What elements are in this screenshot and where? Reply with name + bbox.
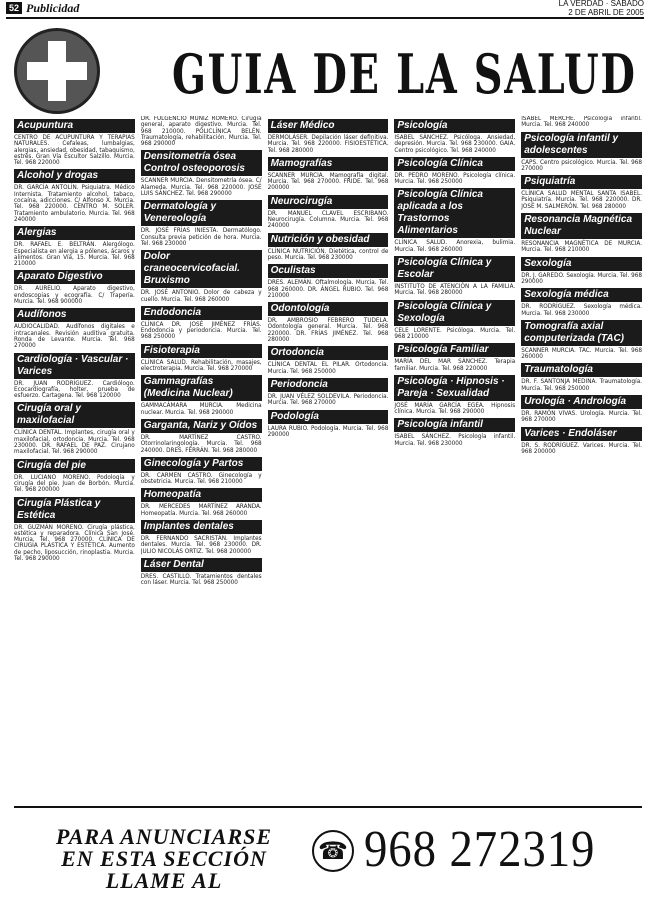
- listing-text: CLÍNICA DENTAL EL PILAR. Ortodoncia. Murcia. Tel. 968 250000: [267, 362, 389, 375]
- listing-text: SCANNER MURCIA. Densitometría ósea. C/ Alameda. Murcia. Tel. 968 220000. JOSÉ LUIS SÁNCHEZ. Tel. 968 290000: [140, 178, 262, 198]
- section-header: Alergias: [14, 226, 135, 240]
- listing-text: GAMMACÁMARA MURCIA. Medicina nuclear. Murcia. Tel. 968 290000: [140, 403, 262, 416]
- section-header: Resonancia Magnética Nuclear: [521, 213, 642, 239]
- newspaper-name: LA VERDAD · SÁBADO: [558, 0, 644, 8]
- section-header: Tomografía axial computerizada (TAC): [521, 320, 642, 346]
- section-header: Cardiología · Vascular · Varices: [14, 353, 135, 379]
- section-header: Psicología · Hipnosis · Pareja · Sexualidad: [394, 375, 515, 401]
- listing-text: DR. GARCÍA ANTOLÍN. Psiquiatra. Médico Internista. Tratamiento alcohol, tabaco, cocaína, adicciones. C/ Alfonso X. Murcia. Tel. 968 220000. CENTRO M. SOLER. Tratamiento ambulatorio. Murcia. Tel. 968 240000: [14, 185, 135, 223]
- column-3: [268, 116, 389, 804]
- listing-text: ISABEL SÁNCHEZ. Psicología infantil. Murcia. Tel. 968 230000: [394, 434, 516, 447]
- section-header: Oculistas: [268, 264, 389, 278]
- page-header: [0, 0, 650, 16]
- listing-text: SCANNER MURCIA. Mamografía digital. Murcia. Tel. 968 270000. FRIDE. Tel. 968 200000: [267, 172, 389, 192]
- listing-text: SCANNER MURCIA. TAC. Murcia. Tel. 968 260000: [521, 347, 642, 361]
- section-header: Cirugía del pie: [14, 459, 135, 473]
- section-header: Endodoncia: [141, 306, 262, 320]
- listing-text: INSTITUTO DE ATENCIÓN A LA FAMILIA. Murcia. Tel. 968 280000: [394, 284, 516, 297]
- section-header: Cirugía Plástica y Estética: [14, 497, 135, 523]
- section-header: Densitometría ósea Control osteoporosis: [141, 150, 262, 176]
- listing-text: CLÍNICA NUTRICIÓN. Dietética, control de peso. Murcia. Tel. 968 230000: [267, 248, 389, 261]
- section-header: Audífonos: [14, 308, 135, 322]
- listing-text: DR. AMBROSIO FEBRERO TUDELA. Odontología general. Murcia. Tel. 968 220000. DR. FRÍAS JIMÉNEZ. Tel. 968 280000: [267, 318, 389, 344]
- listing-text: DR. RODRÍGUEZ. Sexología médica. Murcia. Tel. 968 230000: [521, 304, 642, 317]
- section-header: Urología · Andrología: [521, 395, 642, 409]
- listing-text: DR. MARTÍNEZ CASTRO. Otorrinolaringología. Murcia. Tel. 968 240000. DRES. FERRÁN. Tel. 968 280000: [140, 434, 262, 454]
- section-name: Publicidad: [26, 0, 80, 15]
- section-header: Psicología infantil: [394, 418, 515, 432]
- section-header: Dermatología y Venereología: [141, 200, 262, 226]
- listing-text: CLÍNICA SALUD. Rehabilitación, masajes, electroterapia. Murcia. Tel. 968 270000: [140, 359, 262, 373]
- section-header: Fisioterapia: [141, 344, 262, 358]
- listing-text: DRES. CASTILLO. Tratamientos dentales con láser. Murcia. Tel. 968 250000: [140, 573, 262, 587]
- listing-text: RESONANCIA MAGNÉTICA DE MURCIA. Murcia. Tel. 968 210000: [521, 241, 642, 254]
- listing-text: DR. AURELIO. Aparato digestivo, endoscopias y ecografía. C/ Trapería. Murcia. Tel. 968 900000: [14, 286, 135, 306]
- section-header: Implantes dentales: [141, 520, 262, 534]
- section-header: Psicología Familiar: [394, 343, 515, 357]
- column-5: [521, 116, 642, 804]
- section-header: Psicología: [394, 119, 515, 133]
- section-header: Nutrición y obesidad: [268, 233, 389, 247]
- listing-text: DR. MANUEL CLAVEL ESCRIBANO. Neurocirugía. Columna. Murcia. Tel. 968 240000: [267, 210, 389, 230]
- medical-cross-icon: [14, 28, 100, 114]
- section-header: Garganta, Nariz y Oídos: [141, 419, 262, 433]
- listing-text: CAPS. Centro psicológico. Murcia. Tel. 968 270000: [521, 159, 642, 172]
- listing-text: DR. FERNANDO SACRISTÁN. Implantes dentales. Murcia. Tel. 968 230000. DR. JULIO NICOLÁS ORTIZ. Tel. 968 200000: [140, 536, 262, 555]
- section-header: Psicología Clínica y Sexología: [394, 300, 515, 326]
- header-rule: [6, 17, 644, 19]
- issue-date: 2 DE ABRIL DE 2005: [568, 8, 644, 17]
- masthead-title: GUIA DE LA SALUD: [172, 42, 637, 106]
- ad-text: PARA ANUNCIARSE EN ESTA SECCIÓN LLAME AL: [55, 824, 273, 893]
- listing-text: DERMOLÁSER. Depilación láser definitiva. Murcia. Tel. 968 220000. FISIOESTÉTICA. Tel. 968 280000: [267, 135, 389, 154]
- listing-text: CLÍNICA SALUD MENTAL SANTA ISABEL. Psiquiatría. Murcia. Tel. 968 220000. DR. JOSÉ M. SALMERÓN. Tel. 968 280000: [521, 191, 642, 210]
- listing-text: ISABEL SÁNCHEZ. Psicóloga. Ansiedad, depresión. Murcia. Tel. 968 230000. GAIA. Centro psicológico. Tel. 968 240000: [394, 135, 516, 154]
- section-header: Psicología Clínica aplicada a los Trastornos Alimentarios: [394, 188, 515, 238]
- listing-text: DR. GUZMÁN MORENO. Cirugía plástica, estética y reparadora. Clínica San José. Murcia. Tel. 968 270000. CLÍNICA DE CIRUGÍA PLÁSTICA Y ESTÉTICA. Aumento de pecho, liposucción, rinoplastia. Murcia. Tel. 968 290000: [14, 524, 135, 562]
- section-header: Ortodoncia: [268, 346, 389, 360]
- listing-text: AUDIOCALIDAD. Audífonos digitales e intracanales. Revisión auditiva gratuita. Ronda de Levante. Murcia. Tel. 968 270000: [14, 324, 135, 350]
- listing-text: ISABEL MERCHE. Psicología infantil. Murcia. Tel. 968 240000: [521, 116, 642, 129]
- listing-text: DR. LUCIANO MORENO. Podología y cirugía del pie. Juan de Borbón. Murcia. Tel. 968 200000: [14, 474, 135, 494]
- listing-text: DR. J. GAREDO. Sexología. Murcia. Tel. 968 290000: [521, 272, 642, 285]
- section-header: Aparato Digestivo: [14, 270, 135, 284]
- section-header: Acupuntura: [14, 119, 135, 133]
- section-header: Gammagrafías (Medicina Nuclear): [141, 375, 262, 401]
- section-header: Neurocirugía: [268, 195, 389, 209]
- section-header: Traumatología: [521, 363, 642, 377]
- section-header: Mamografías: [268, 157, 389, 171]
- section-header: Podología: [268, 410, 389, 424]
- paper-info: [559, 0, 644, 17]
- column-4: [394, 116, 515, 804]
- listing-text: DR. JUAN RODRÍGUEZ. Cardiólogo. Ecocardiografía, holter, prueba de esfuerzo. Cartagena. Tel. 968 120000: [14, 380, 135, 400]
- listing-text: CLÍNICA SALUD. Anorexia, bulimia. Murcia. Tel. 968 260000: [394, 240, 516, 253]
- section-header: Láser Dental: [141, 558, 262, 572]
- listing-text: DR. JOSÉ FRÍAS INIESTA. Dermatólogo. Consulta previa petición de hora. Murcia. Tel. 968 230000: [140, 228, 262, 247]
- listing-text: DR. PEDRO MORENO. Psicología clínica. Murcia. Tel. 968 250000: [394, 172, 516, 186]
- section-header: Odontología: [268, 302, 389, 316]
- section-header: Psiquiatría: [521, 175, 642, 189]
- listing-text: DR. JUAN VÉLEZ SOLDEVILA. Periodoncia. Murcia. Tel. 968 270000: [267, 393, 389, 407]
- listings-grid: [14, 116, 642, 804]
- listing-text: JOSÉ MARÍA GARCÍA EGEA. Hipnosis clínica. Murcia. Tel. 968 290000: [394, 402, 516, 416]
- section-header: Periodoncia: [268, 378, 389, 392]
- listing-text: CENTRO DE ACUPUNTURA Y TERAPIAS NATURALES. Cefaleas, lumbalgias, alergias, ansiedad, obesidad, tabaquismo, estrés. Gran Vía Escultor Salzillo. Murcia. Tel. 968 220000: [14, 135, 135, 167]
- listing-text: DR. RAMÓN VIVAS. Urología. Murcia. Tel. 968 270000: [521, 411, 642, 424]
- listing-text: DR. JOSÉ ANTONIO. Dolor de cabeza y cuello. Murcia. Tel. 968 260000: [140, 290, 262, 303]
- section-header: Sexología: [521, 257, 642, 271]
- listing-text: CELE LORENTE. Psicóloga. Murcia. Tel. 968 210000: [394, 327, 516, 340]
- listing-text: DR. F. SANTONJA MEDINA. Traumatología. Murcia. Tel. 968 250000: [521, 379, 642, 392]
- listing-text: CLÍNICA DENTAL. Implantes, cirugía oral y maxilofacial, ortodoncia. Murcia. Tel. 968 230000. DR. RAFAEL DE PAZ. Cirujano maxilofacial. Tel. 968 290000: [14, 430, 135, 456]
- section-header: Psicología Clínica y Escolar: [394, 256, 515, 282]
- section-header: Cirugía oral y maxilofacial: [14, 402, 135, 428]
- footer-ad: [14, 806, 642, 894]
- listing-text: MARÍA DEL MAR SÁNCHEZ. Terapia familiar. Murcia. Tel. 968 220000: [394, 359, 516, 372]
- listing-text: DR. CARMEN CASTRO. Ginecología y obstetricia. Murcia. Tel. 968 210000: [140, 472, 262, 486]
- column-1: [14, 116, 135, 804]
- section-header: Dolor craneocervicofacial. Bruxismo: [141, 250, 262, 288]
- listing-text: DR. S. RODRÍGUEZ. Varices. Murcia. Tel. 968 200000: [521, 442, 642, 455]
- section-header: Sexología médica: [521, 288, 642, 302]
- page-number: 52: [6, 2, 22, 14]
- listing-text: DR. MERCEDES MARTÍNEZ ARANDA. Homeopatía. Murcia. Tel. 968 260000: [140, 504, 262, 517]
- listing-text: LAURA RUBIO. Podología. Murcia. Tel. 968 290000: [267, 425, 389, 438]
- section-header: Varices · Endoláser: [521, 427, 642, 441]
- listing-text: DR. FULGENCIO MUÑIZ ROMERO. Cirugía general, aparato digestivo. Murcia. Tel. 968 210000. POLICLÍNICA BELÉN. Traumatología, rehabilitación. Murcia. Tel. 968 290000: [140, 116, 262, 148]
- section-header: Psicología Clínica: [394, 157, 515, 171]
- column-2: [141, 116, 262, 804]
- phone-icon: ☎: [312, 830, 354, 872]
- listing-text: DRES. ALEMÁN. Oftalmología. Murcia. Tel. 968 260000. DR. ÁNGEL RUBIO. Tel. 968 210000: [267, 280, 389, 299]
- section-header: Ginecología y Partos: [141, 457, 262, 471]
- listing-text: DR. RAFAEL E. BELTRÁN. Alergólogo. Especialista en alergia a pólenes, ácaros y alimentos. Gran Vía, 15. Murcia. Tel. 968 210000: [14, 242, 135, 268]
- section-header: Alcohol y drogas: [14, 169, 135, 183]
- section-header: Láser Médico: [268, 119, 389, 133]
- section-header: Homeopatía: [141, 488, 262, 502]
- listing-text: CLÍNICA DR. JOSÉ JIMÉNEZ FRÍAS. Endodoncia y periodoncia. Murcia. Tel. 968 250000: [140, 321, 262, 341]
- section-header: Psicología infantil y adolescentes: [521, 132, 642, 158]
- phone-number: 968 272319: [364, 821, 596, 878]
